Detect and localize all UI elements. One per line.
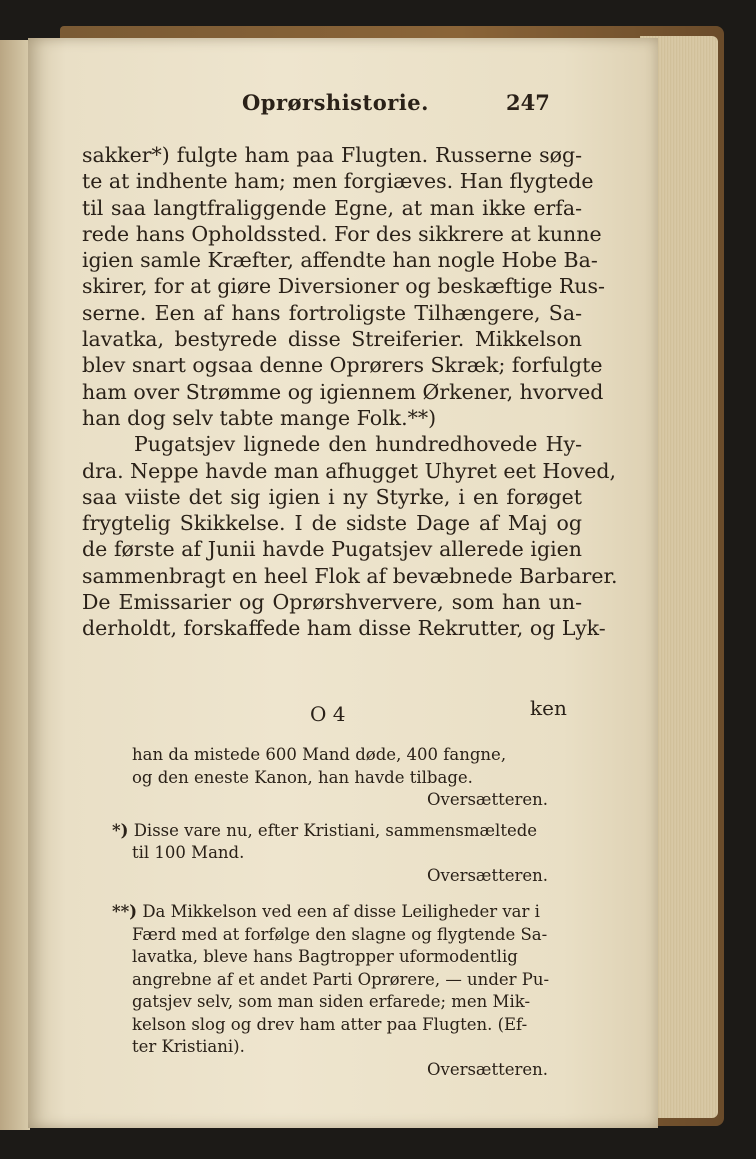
signature-row [28,696,658,730]
footnote-mark: *) [112,820,129,840]
footnote-line: han da mistede 600 Mand døde, 400 fangne, [132,745,507,764]
footnote-line: kelson slog og drev ham atter paa Flugten. (Ef- [132,1014,528,1034]
facing-page-edge [0,40,30,1130]
text-line: lavatka, bestyrede disse Streiferier. Mikkelson [82,327,582,352]
footnote-line: Færd med at forfølge den slagne og flygtende Sa- [132,924,548,944]
text-line: blev snart ogsaa denne Oprørers Skræk; forfulgte [82,353,603,378]
translator-signoff: Oversætteren. [426,1059,548,1079]
footnote-text: Disse vare nu, efter Kristiani, sammensmæltede [133,820,538,840]
text-line: de første af Junii havde Pugatsjev allerede igien [82,537,582,562]
text-line: Pugatsjev lignede den hundredhovede Hy- [134,432,582,457]
footnote-line: og den eneste Kanon, han havde tilbage. [132,767,473,787]
footnote-line: til 100 Mand. [132,843,245,862]
text-line: ham over Strømme og igiennem Ørkener, hvorved [82,379,604,404]
text-line: saa viiste det sig igien i ny Styrke, i en forøget [82,484,582,509]
running-title: Oprørshistorie. [242,90,429,115]
page-number: 247 [506,90,550,115]
text-line: han dog selv tabte mange Folk.**) [82,405,437,430]
footnote-line [112,901,558,924]
text-line: sammenbragt en heel Flok af bevæbnede Barbarer. [82,563,618,588]
footnote-line: lavatka, bleve hans Bagtropper uformodentlig [132,947,518,966]
translator-signoff: Oversætteren. [426,865,548,885]
footnotes [112,744,558,1081]
text-line: igien samle Kræfter, affendte han nogle Hobe Ba- [82,248,598,273]
footnote-line: gatsjev selv, som man siden erfarede; men Mik- [132,992,531,1011]
running-head [28,90,658,122]
text-line: serne. Een af hans fortroligste Tilhængere, Sa- [82,300,582,325]
text-line: frygtelig Skikkelse. I de sidste Dage af Maj og [82,511,582,536]
footnote-line [112,820,558,843]
signature-mark: O 4 [310,702,346,726]
text-line: til saa langtfraliggende Egne, at man ikke erfa- [82,195,582,220]
footnote-line: angrebne af et andet Parti Oprørere, — under Pu- [132,969,550,989]
text-line: De Emissarier og Oprørshververe, som han un- [82,590,582,615]
footnote-1 [112,820,558,888]
catchword: ken [530,696,567,720]
translator-signoff: Oversætteren. [426,790,548,809]
main-text [82,142,618,642]
footnote-text: Da Mikkelson ved een af disse Leiligheder var i [142,902,540,921]
footnote-2 [112,901,558,1081]
text-line: dra. Neppe havde man afhugget Uhyret eet Hoved, [82,458,616,483]
book-page [28,38,658,1128]
text-line: sakker*) fulgte ham paa Flugten. Russerne søg- [82,143,582,167]
text-line: te at indhente ham; men forgiæves. Han flygtede [82,169,594,194]
footnote-carryover [112,744,558,812]
footnote-mark: **) [112,902,138,921]
text-line: derholdt, forskaffede ham disse Rekrutter, og Lyk- [82,616,606,641]
text-line: skirer, for at giøre Diversioner og beskæftige Rus- [82,274,605,299]
text-line: rede hans Opholdssted. For des sikkrere at kunne [82,221,602,246]
footnote-line: ter Kristiani). [132,1037,245,1056]
